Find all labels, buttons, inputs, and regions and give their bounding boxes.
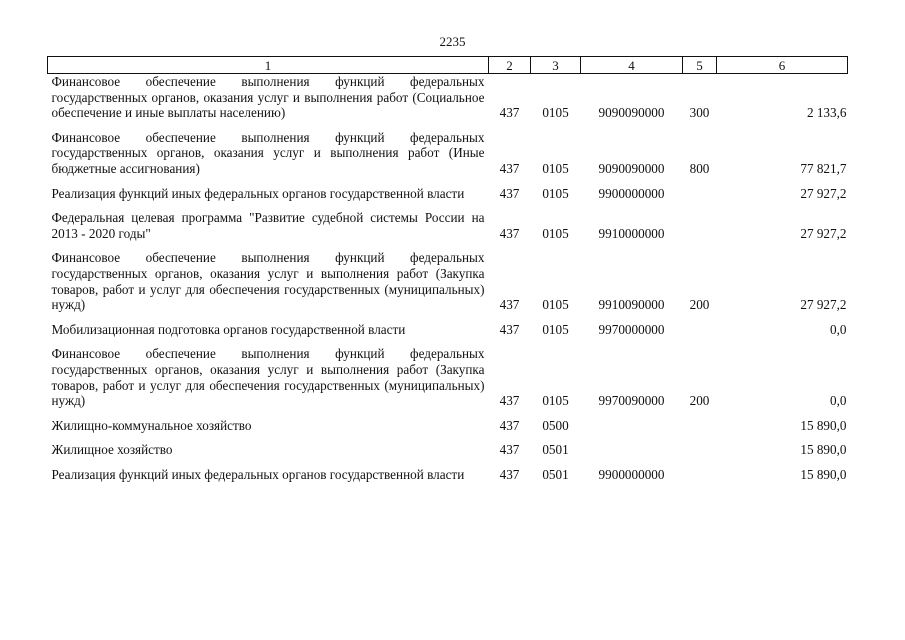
header-col-6: 6 <box>717 57 848 74</box>
row-amount: 27 927,2 <box>800 297 847 313</box>
row-ministry-code: 437 <box>499 160 520 176</box>
header-col-1: 1 <box>48 57 489 74</box>
row-ministry-code: 437 <box>499 442 520 458</box>
header-col-4: 4 <box>581 57 683 74</box>
table-header <box>48 57 848 74</box>
page-number: 2235 <box>439 34 466 49</box>
row-amount: 0,0 <box>830 321 847 337</box>
row-expense-type: 300 <box>689 105 710 121</box>
row-section-code: 0105 <box>542 225 569 241</box>
table-row <box>48 201 848 241</box>
row-ministry-code: 437 <box>499 185 520 201</box>
row-section-code: 0501 <box>542 466 569 482</box>
row-ministry-code: 437 <box>499 225 520 241</box>
row-amount: 15 890,0 <box>800 442 847 458</box>
row-target-code: 9900000000 <box>598 185 665 201</box>
table-body <box>48 74 848 483</box>
row-target-code: 9910000000 <box>598 225 665 241</box>
row-expense-type <box>683 458 717 483</box>
row-name: Финансовое обеспечение выполнения функций федеральных государственных органов, оказания услуг и выполнения работ (Закупка товаров, работ и услуг для обеспечения государственных (муниципальных) нужд) <box>51 346 485 409</box>
row-name: Финансовое обеспечение выполнения функций федеральных государственных органов, оказания услуг и выполнения работ (Иные бюджетные ассигнования) <box>51 129 485 176</box>
row-expense-type <box>683 201 717 241</box>
row-section-code: 0105 <box>542 160 569 176</box>
budget-table <box>47 56 848 482</box>
row-section-code: 0105 <box>542 185 569 201</box>
row-target-code: 9970090000 <box>598 393 665 409</box>
table-row <box>48 177 848 202</box>
row-expense-type: 200 <box>689 297 710 313</box>
table-row <box>48 313 848 338</box>
row-section-code: 0500 <box>542 417 569 433</box>
table-row <box>48 121 848 177</box>
table-row <box>48 74 848 121</box>
row-expense-type <box>683 313 717 338</box>
row-ministry-code: 437 <box>499 105 520 121</box>
row-expense-type: 200 <box>689 393 710 409</box>
row-ministry-code: 437 <box>499 321 520 337</box>
row-target-code: 9090090000 <box>598 160 665 176</box>
table-row <box>48 337 848 408</box>
row-amount: 27 927,2 <box>800 185 847 201</box>
header-col-3: 3 <box>531 57 581 74</box>
row-name: Реализация функций иных федеральных органов государственной власти <box>51 466 465 482</box>
row-target-code: 9090090000 <box>598 105 665 121</box>
row-amount: 15 890,0 <box>800 466 847 482</box>
row-amount: 27 927,2 <box>800 225 847 241</box>
table-row <box>48 458 848 483</box>
header-col-2: 2 <box>489 57 531 74</box>
row-name: Финансовое обеспечение выполнения функций федеральных государственных органов, оказания услуг и выполнения работ (Социальное обеспечение и иные выплаты населению) <box>51 74 485 121</box>
row-target-code <box>581 409 683 434</box>
row-expense-type: 800 <box>689 160 710 176</box>
row-section-code: 0105 <box>542 321 569 337</box>
row-target-code <box>581 433 683 458</box>
row-name: Финансовое обеспечение выполнения функций федеральных государственных органов, оказания услуг и выполнения работ (Закупка товаров, работ и услуг для обеспечения государственных (муниципальных) нужд) <box>51 250 485 313</box>
table-row <box>48 409 848 434</box>
row-name: Федеральная целевая программа "Развитие судебной системы России на 2013 - 2020 годы" <box>51 210 485 241</box>
row-name: Жилищное хозяйство <box>51 442 173 458</box>
row-amount: 0,0 <box>830 393 847 409</box>
row-name: Реализация функций иных федеральных органов государственной власти <box>51 185 465 201</box>
row-ministry-code: 437 <box>499 417 520 433</box>
row-ministry-code: 437 <box>499 466 520 482</box>
row-ministry-code: 437 <box>499 393 520 409</box>
row-expense-type <box>683 433 717 458</box>
row-expense-type <box>683 177 717 202</box>
row-target-code: 9900000000 <box>598 466 665 482</box>
row-amount: 2 133,6 <box>806 105 847 121</box>
row-amount: 77 821,7 <box>800 160 847 176</box>
header-col-5: 5 <box>683 57 717 74</box>
row-target-code: 9910090000 <box>598 297 665 313</box>
row-section-code: 0105 <box>542 393 569 409</box>
table-row <box>48 241 848 312</box>
row-expense-type <box>683 409 717 434</box>
row-name: Мобилизационная подготовка органов государственной власти <box>51 321 406 337</box>
row-section-code: 0105 <box>542 297 569 313</box>
table-row <box>48 433 848 458</box>
row-section-code: 0105 <box>542 105 569 121</box>
row-amount: 15 890,0 <box>800 417 847 433</box>
row-section-code: 0501 <box>542 442 569 458</box>
row-target-code: 9970000000 <box>598 321 665 337</box>
row-ministry-code: 437 <box>499 297 520 313</box>
row-name: Жилищно-коммунальное хозяйство <box>51 417 252 433</box>
